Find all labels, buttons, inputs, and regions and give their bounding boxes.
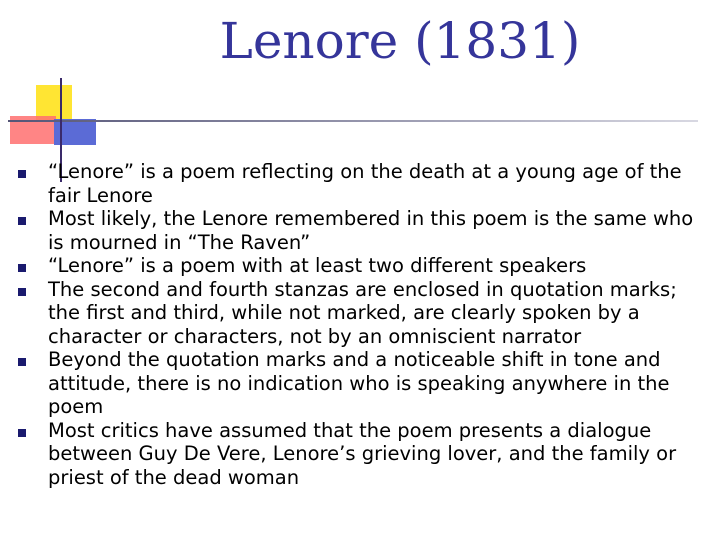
bullet-text: Most likely, the Lenore remembered in this poem is the same who is mourned in “The Raven” — [48, 207, 694, 254]
bullet-item — [14, 207, 704, 254]
slide-title: Lenore (1831) — [219, 12, 581, 70]
square-bullet-icon — [18, 217, 26, 225]
bullet-text: “Lenore” is a poem with at least two different speakers — [48, 254, 587, 277]
bullet-text: Beyond the quotation marks and a noticeable shift in tone and attitude, there is no indication who is speaking anywhere in the poem — [48, 348, 670, 418]
bullet-item — [14, 348, 704, 419]
square-bullet-icon — [18, 358, 26, 366]
bullet-text: Most critics have assumed that the poem presents a dialogue between Guy De Vere, Lenore’s grieving lover, and the family or priest of the dead woman — [48, 418, 677, 489]
bullet-item — [14, 254, 704, 278]
bullet-text: The second and fourth stanzas are enclosed in quotation marks; the first and third, while not marked, are clearly spoken by a character or characters, not by an omniscient narrator — [48, 277, 677, 348]
square-bullet-icon — [18, 170, 26, 178]
bullet-item — [14, 278, 704, 349]
title-underline-rule — [8, 120, 698, 122]
bullet-list — [14, 160, 704, 489]
bullet-item — [14, 419, 704, 490]
square-bullet-icon — [18, 288, 26, 296]
bullet-text: “Lenore” is a poem reflecting on the death at a young age of the fair Lenore — [48, 160, 682, 207]
square-bullet-icon — [18, 264, 26, 272]
bullet-item — [14, 160, 704, 207]
square-bullet-icon — [18, 429, 26, 437]
